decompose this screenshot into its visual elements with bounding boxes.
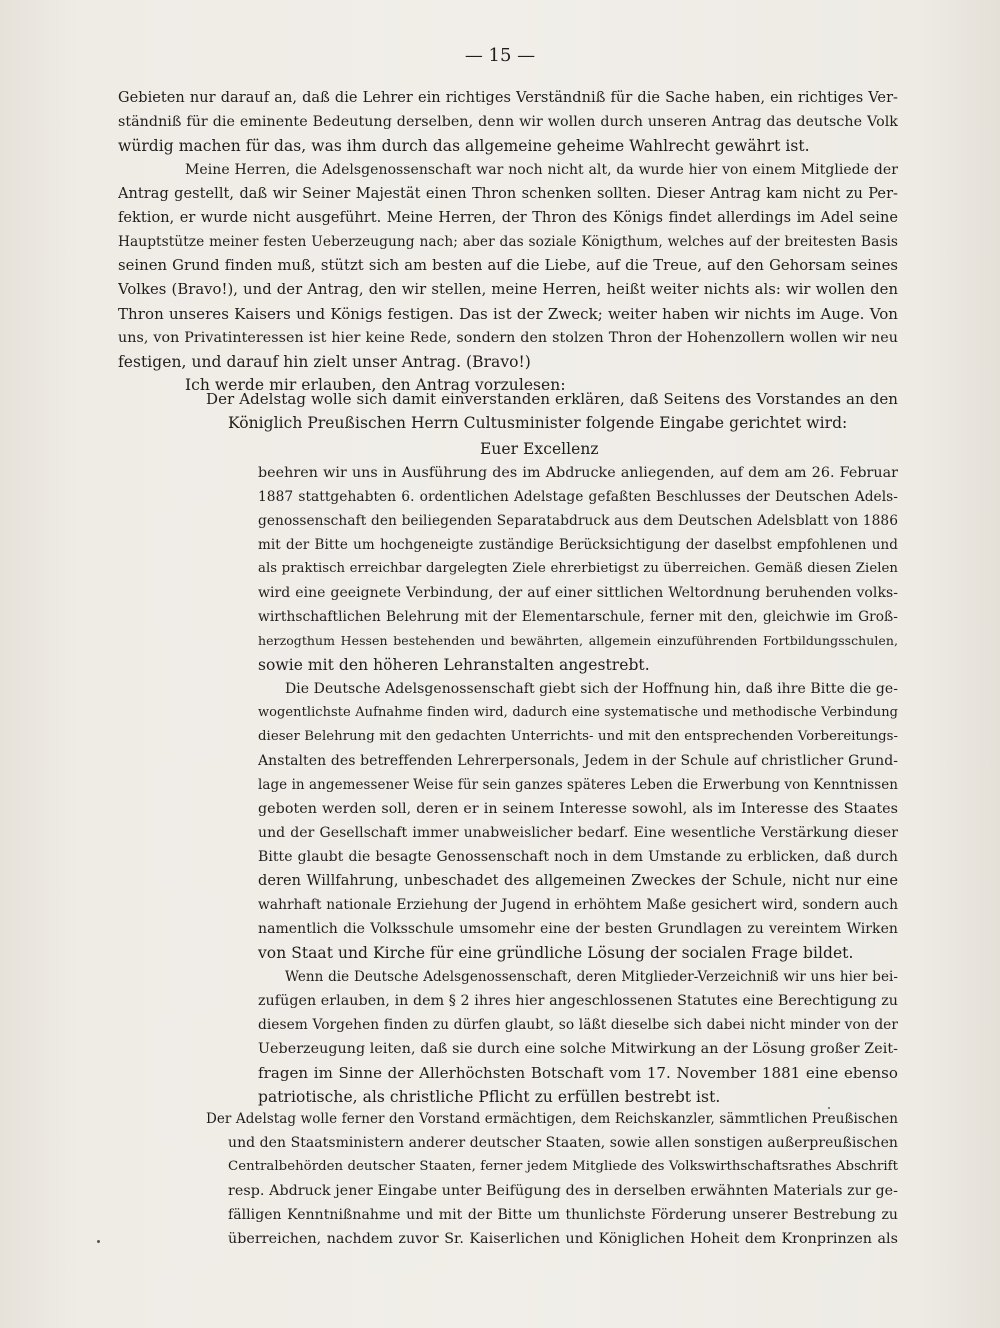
- text-line: und den Staatsministern anderer deutscher Staaten, sowie allen sonstigen außerpreußischen: [228, 1135, 898, 1151]
- text-line: Anstalten des betreffenden Lehrerpersonals, Jedem in der Schule auf christlicher Grund-: [258, 753, 898, 769]
- text-line: Königlich Preußischen Herrn Cultusminister folgende Eingabe gerichtet wird:: [228, 414, 848, 432]
- text-line: Der Adelstag wolle ferner den Vorstand ermächtigen, dem Reichskanzler, sämmtlichen Preußischen: [206, 1111, 898, 1127]
- text-line: seinen Grund finden muß, stützt sich am besten auf die Liebe, auf die Treue, auf den Gehorsam seines: [118, 257, 898, 274]
- text-line: genossenschaft den beiliegenden Separatabdruck aus dem Deutschen Adelsblatt von 1886: [258, 513, 898, 529]
- text-line: Hauptstütze meiner festen Ueberzeugung nach; aber das soziale Königthum, welches auf der breitesten Basis: [118, 234, 898, 250]
- text-line: 1887 stattgehabten 6. ordentlichen Adelstage gefaßten Beschlusses der Deutschen Adels-: [258, 489, 898, 505]
- text-line: Wenn die Deutsche Adelsgenossenschaft, deren Mitglieder-Verzeichniß wir uns hier bei-: [285, 969, 898, 985]
- text-line: geboten werden soll, deren er in seinem Interesse sowohl, als im Interesse des Staates: [258, 801, 898, 817]
- text-line: würdig machen für das, was ihm durch das allgemeine geheime Wahlrecht gewährt ist.: [118, 137, 810, 155]
- text-line: wogentlichste Aufnahme finden wird, dadurch eine systematische und methodische Verbindung: [258, 705, 898, 720]
- text-line: fälligen Kenntnißnahme und mit der Bitte um thunlichste Förderung unserer Bestrebung zu: [228, 1207, 898, 1223]
- text-line: Volkes (Bravo!), und der Antrag, den wir stellen, meine Herren, heißt weiter nichts als: wir wollen den: [118, 281, 898, 298]
- text-line: Thron unseres Kaisers und Königs festigen. Das ist der Zweck; weiter haben wir nichts im Auge. Von: [118, 305, 898, 323]
- text-line: von Staat und Kirche für eine gründliche Lösung der socialen Frage bildet.: [258, 944, 854, 962]
- speck: [828, 1107, 830, 1109]
- text-line: überreichen, nachdem zuvor Sr. Kaiserlichen und Königlichen Hoheit dem Kronprinzen als: [228, 1231, 898, 1247]
- text-line: Meine Herren, die Adelsgenossenschaft war noch nicht alt, da wurde hier von einem Mitgliede der: [185, 162, 898, 178]
- text-line: fragen im Sinne der Allerhöchsten Botschaft vom 17. November 1881 eine ebenso: [258, 1064, 898, 1082]
- text-line: festigen, und darauf hin zielt unser Antrag. (Bravo!): [118, 353, 531, 371]
- text-line: beehren wir uns in Ausführung des im Abdrucke anliegenden, auf dem am 26. Februar: [258, 465, 898, 481]
- text-line: sowie mit den höheren Lehranstalten angestrebt.: [258, 656, 650, 674]
- text-line: uns, von Privatinteressen ist hier keine Rede, sondern den stolzen Thron der Hohenzollern wollen wir neu: [118, 330, 898, 346]
- text-line: ständniß für die eminente Bedeutung derselben, denn wir wollen durch unseren Antrag das deutsche Volk: [118, 114, 898, 130]
- text-line: namentlich die Volksschule umsomehr eine der besten Grundlagen zu vereintem Wirken: [258, 921, 898, 937]
- text-line: wirthschaftlichen Belehrung mit der Elementarschule, ferner mit den, gleichwie im Groß-: [258, 609, 898, 625]
- text-line: resp. Abdruck jener Eingabe unter Beifügung des in derselben erwähnten Materials zur ge-: [228, 1183, 898, 1199]
- text-line: Ueberzeugung leiten, daß sie durch eine solche Mitwirkung an der Lösung großer Zeit-: [258, 1041, 898, 1057]
- page-number: — 15 —: [464, 45, 536, 66]
- text-line: diesem Vorgehen finden zu dürfen glaubt, so läßt dieselbe sich dabei nicht minder von der: [258, 1017, 898, 1033]
- text-line: zufügen erlauben, in dem § 2 ihres hier angeschlossenen Statutes eine Berechtigung zu: [258, 993, 898, 1009]
- text-line: Gebieten nur darauf an, daß die Lehrer ein richtiges Verständniß für die Sache haben, ein richtiges Ver-: [118, 90, 898, 106]
- text-line: Ich werde mir erlauben, den Antrag vorzulesen:: [185, 376, 566, 394]
- text-line: Antrag gestellt, daß wir Seiner Majestät einen Thron schenken sollten. Dieser Antrag kam nicht zu Per-: [118, 186, 898, 202]
- text-line: Die Deutsche Adelsgenossenschaft giebt sich der Hoffnung hin, daß ihre Bitte die ge-: [285, 681, 898, 697]
- text-line: mit der Bitte um hochgeneigte zuständige Berücksichtigung der daselbst empfohlenen und: [258, 537, 898, 553]
- text-line: wird eine geeignete Verbindung, der auf einer sittlichen Weltordnung beruhenden volks-: [258, 585, 898, 601]
- text-line: deren Willfahrung, unbeschadet des allgemeinen Zweckes der Schule, nicht nur eine: [258, 873, 898, 889]
- text-line: Centralbehörden deutscher Staaten, ferner jedem Mitgliede des Volkswirthschaftsrathes Abschrift: [228, 1159, 898, 1174]
- text-line: Bitte glaubt die besagte Genossenschaft noch in dem Umstande zu erblicken, daß durch: [258, 849, 898, 865]
- text-line: als praktisch erreichbar dargelegten Ziele ehrerbietigst zu überreichen. Gemäß diesen Zielen: [258, 561, 898, 576]
- speck: [97, 1240, 100, 1243]
- text-line: Der Adelstag wolle sich damit einverstanden erklären, daß Seitens des Vorstandes an den: [206, 390, 898, 408]
- text-line: dieser Belehrung mit den gedachten Unterrichts- und mit den entsprechenden Vorbereitungs-: [258, 729, 898, 744]
- text-line: lage in angemessener Weise für sein ganzes späteres Leben die Erwerbung von Kenntnissen: [258, 777, 898, 793]
- text-line: und der Gesellschaft immer unabweislicher bedarf. Eine wesentliche Verstärkung dieser: [258, 825, 898, 841]
- text-line: wahrhaft nationale Erziehung der Jugend in erhöhtem Maße gesichert wird, sondern auch: [258, 897, 898, 913]
- text-line: Euer Excellenz: [480, 440, 599, 458]
- text-line: patriotische, als christliche Pflicht zu erfüllen bestrebt ist.: [258, 1088, 721, 1106]
- text-line: fektion, er wurde nicht ausgeführt. Meine Herren, der Thron des Königs findet allerdings im Adel seine: [118, 210, 898, 226]
- text-line: herzogthum Hessen bestehenden und bewährten, allgemein einzuführenden Fortbildungsschulen,: [258, 633, 898, 648]
